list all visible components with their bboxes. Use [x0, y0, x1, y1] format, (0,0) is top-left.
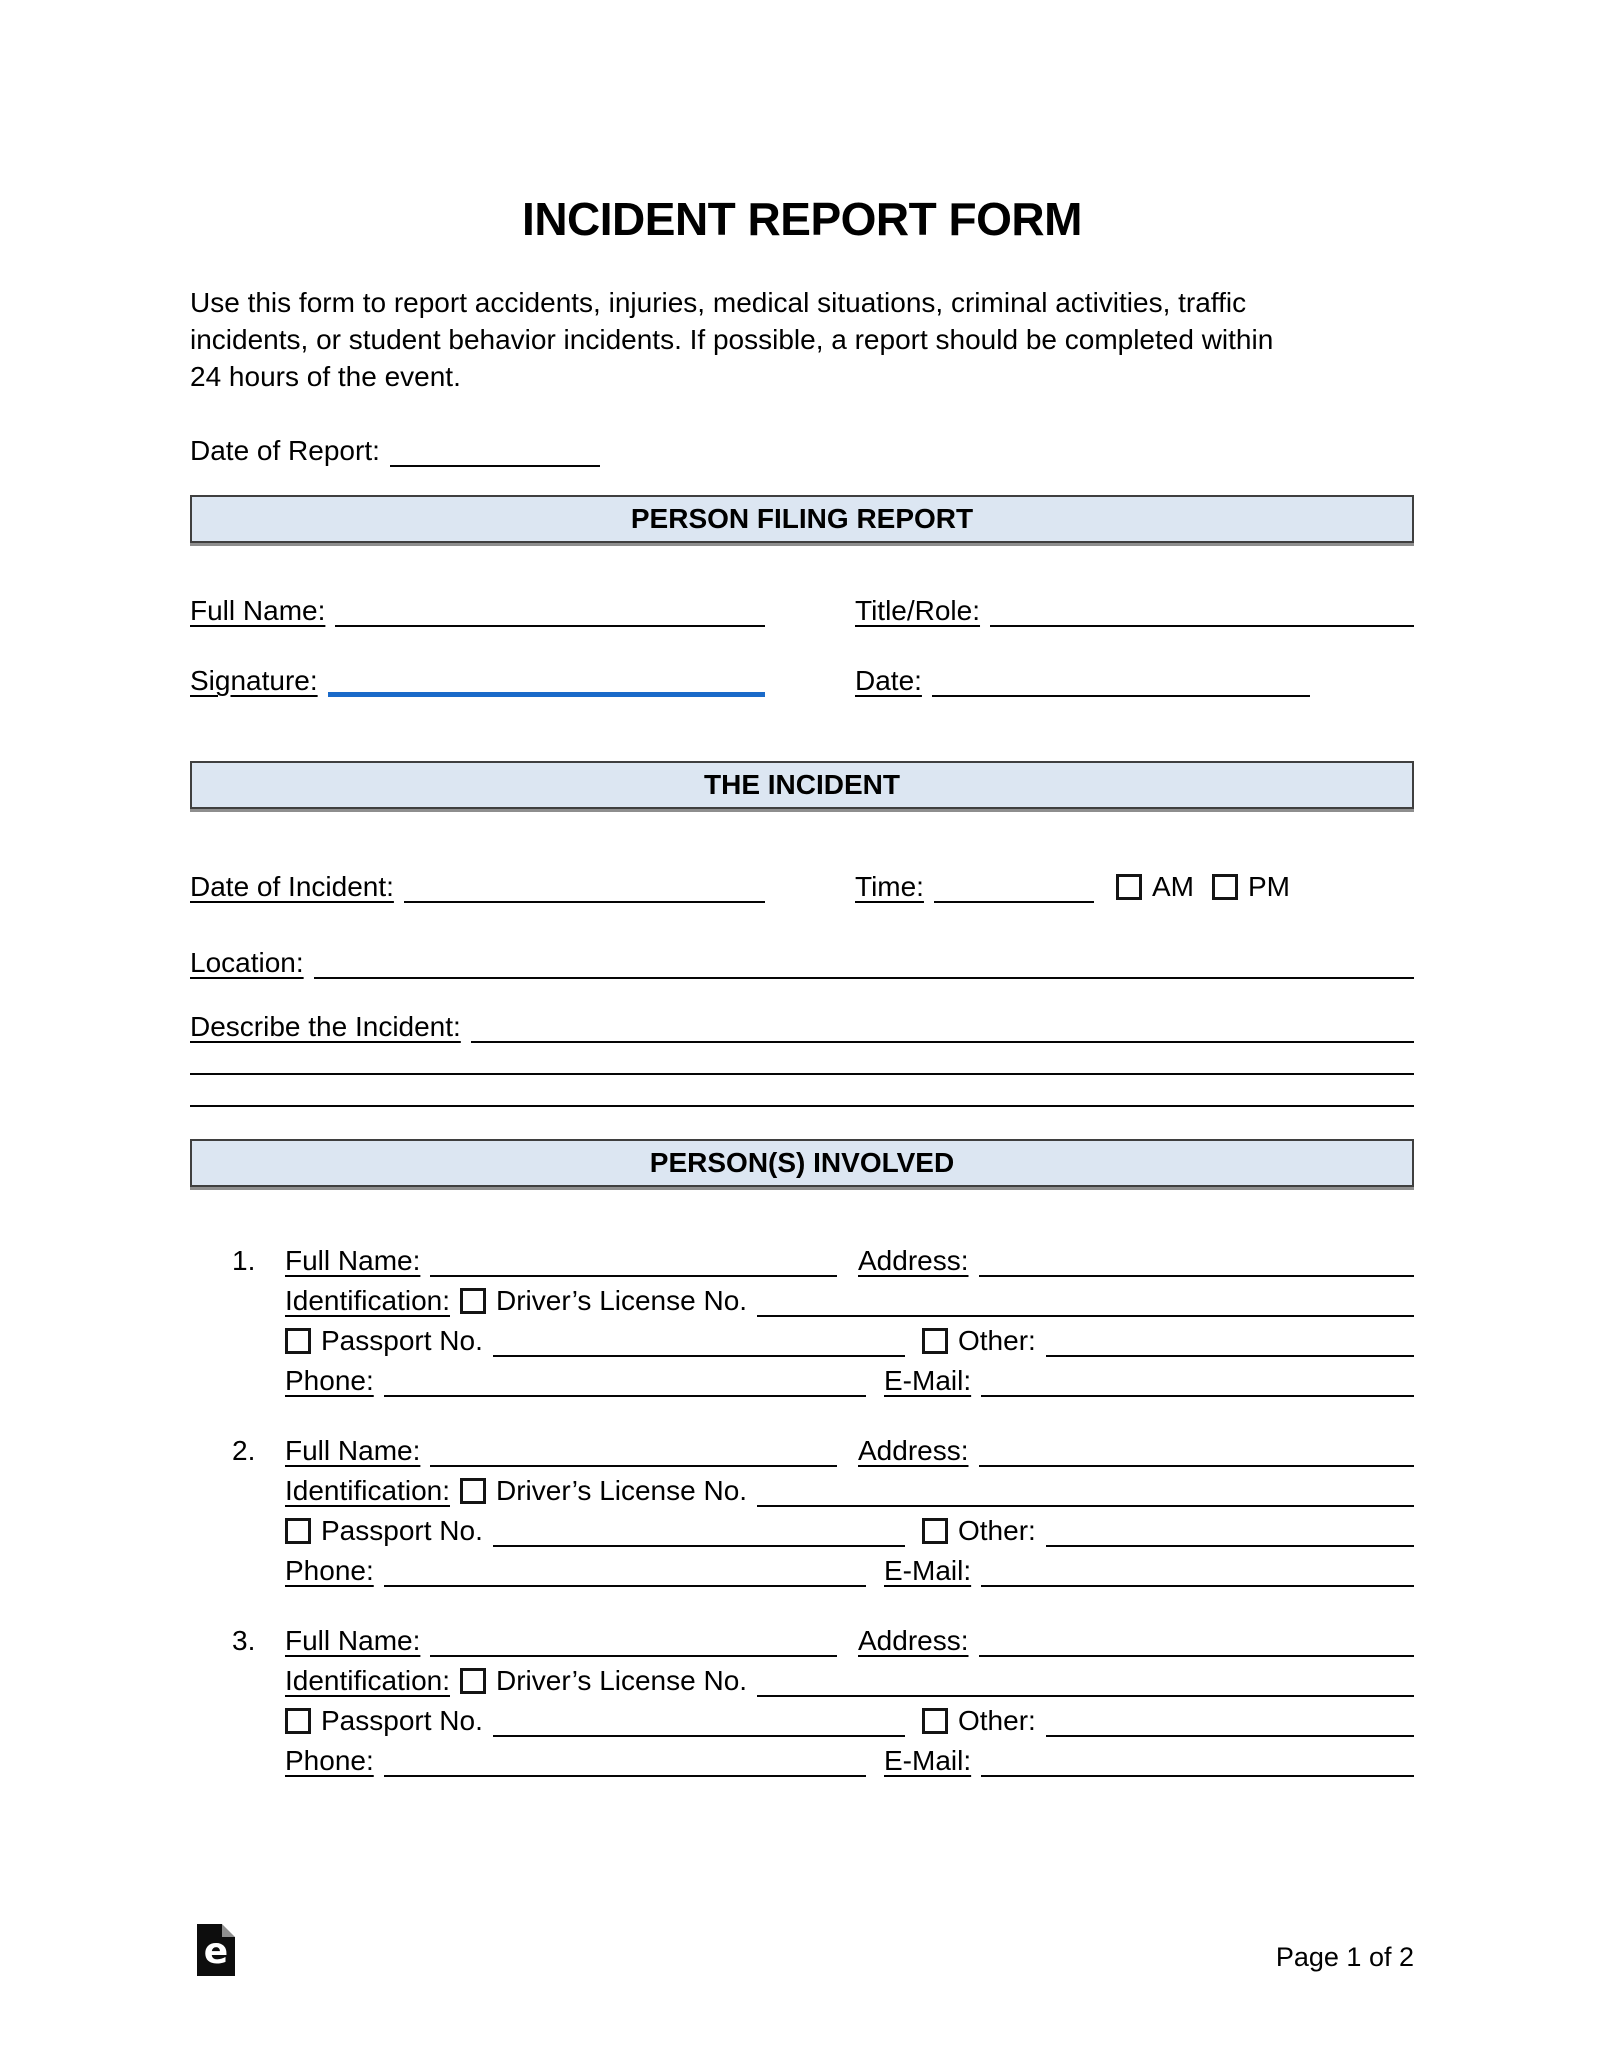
date-of-report-row: [190, 429, 1414, 467]
email-label: E-Mail:: [884, 1555, 972, 1586]
person-number: 3.: [232, 1625, 256, 1656]
person-number: 2.: [232, 1435, 256, 1466]
person-address-line[interactable]: [979, 1435, 1415, 1467]
person-filing-row-2: [190, 659, 1414, 697]
person-phone-email-row: [285, 1737, 1414, 1777]
describe-incident-line-2[interactable]: [190, 1043, 1414, 1075]
other-checkbox[interactable]: [922, 1328, 948, 1354]
describe-incident-line-3[interactable]: [190, 1075, 1414, 1107]
person-name-address-row: [285, 1237, 1414, 1277]
person-filing-row-1: [190, 589, 1414, 627]
section-header-text: PERSON(S) INVOLVED: [649, 1147, 955, 1178]
pm-checkbox[interactable]: [1212, 874, 1238, 900]
identification-label: Identification:: [285, 1285, 450, 1316]
full-name-label: Full Name:: [190, 595, 326, 626]
phone-label: Phone:: [285, 1365, 374, 1396]
section-header-text: THE INCIDENT: [704, 769, 900, 800]
person-phone-email-row: [285, 1357, 1414, 1397]
drivers-license-number-line[interactable]: [757, 1665, 1414, 1697]
intro-line: incidents, or student behavior incidents. If possible, a report should be completed within: [190, 324, 1274, 355]
identification-label: Identification:: [285, 1665, 450, 1696]
email-label: E-Mail:: [884, 1745, 972, 1776]
person-involved-item: [190, 1237, 1414, 1397]
drivers-license-label: Driver’s License No.: [496, 1475, 748, 1506]
date-of-report-label: Date of Report:: [190, 435, 380, 466]
am-label: AM: [1151, 871, 1194, 902]
intro-paragraph: [190, 284, 1414, 395]
section-header-person-filing: [190, 495, 1414, 543]
person-identification-row: [285, 1277, 1414, 1317]
email-line[interactable]: [981, 1745, 1414, 1777]
person-full-name-line[interactable]: [430, 1435, 837, 1467]
person-passport-other-row: [285, 1507, 1414, 1547]
other-label: Other:: [958, 1515, 1036, 1546]
full-name-label: Full Name:: [285, 1245, 421, 1276]
address-label: Address:: [858, 1245, 969, 1276]
person-address-line[interactable]: [979, 1245, 1415, 1277]
person-name-address-row: [285, 1617, 1414, 1657]
phone-label: Phone:: [285, 1555, 374, 1586]
passport-checkbox[interactable]: [285, 1328, 311, 1354]
location-label: Location:: [190, 947, 304, 978]
person-number: 1.: [232, 1245, 256, 1276]
date-line[interactable]: [932, 665, 1310, 697]
full-name-line[interactable]: [335, 595, 765, 627]
date-label: Date:: [855, 665, 922, 696]
describe-incident-label: Describe the Incident:: [190, 1011, 461, 1042]
describe-incident-line-1[interactable]: [471, 1011, 1414, 1043]
full-name-label: Full Name:: [285, 1625, 421, 1656]
section-header-text: PERSON FILING REPORT: [630, 503, 974, 534]
signature-label: Signature:: [190, 665, 318, 696]
time-label: Time:: [855, 871, 924, 902]
passport-checkbox[interactable]: [285, 1708, 311, 1734]
person-full-name-line[interactable]: [430, 1625, 837, 1657]
title-role-label: Title/Role:: [855, 595, 981, 626]
passport-label: Passport No.: [321, 1705, 483, 1736]
am-checkbox[interactable]: [1116, 874, 1142, 900]
email-label: E-Mail:: [884, 1365, 972, 1396]
person-name-address-row: [285, 1427, 1414, 1467]
address-label: Address:: [858, 1435, 969, 1466]
phone-label: Phone:: [285, 1745, 374, 1776]
other-label: Other:: [958, 1705, 1036, 1736]
title-role-line[interactable]: [990, 595, 1414, 627]
intro-line: Use this form to report accidents, injuries, medical situations, criminal activities, traffic: [190, 287, 1247, 318]
page-content: [190, 0, 1414, 1777]
person-involved-item: [190, 1617, 1414, 1777]
passport-number-line[interactable]: [493, 1325, 905, 1357]
drivers-license-checkbox[interactable]: [460, 1668, 486, 1694]
phone-line[interactable]: [384, 1365, 866, 1397]
section-header-incident: [190, 761, 1414, 809]
person-phone-email-row: [285, 1547, 1414, 1587]
intro-line: 24 hours of the event.: [190, 361, 461, 392]
person-passport-other-row: [285, 1697, 1414, 1737]
other-label: Other:: [958, 1325, 1036, 1356]
passport-checkbox[interactable]: [285, 1518, 311, 1544]
other-line[interactable]: [1046, 1705, 1414, 1737]
passport-number-line[interactable]: [493, 1515, 905, 1547]
drivers-license-label: Driver’s License No.: [496, 1665, 748, 1696]
passport-label: Passport No.: [321, 1515, 483, 1546]
other-line[interactable]: [1046, 1515, 1414, 1547]
email-line[interactable]: [981, 1365, 1414, 1397]
other-checkbox[interactable]: [922, 1518, 948, 1544]
drivers-license-checkbox[interactable]: [460, 1288, 486, 1314]
time-line[interactable]: [934, 871, 1094, 903]
drivers-license-checkbox[interactable]: [460, 1478, 486, 1504]
person-full-name-line[interactable]: [430, 1245, 837, 1277]
date-of-incident-label: Date of Incident:: [190, 871, 394, 902]
other-checkbox[interactable]: [922, 1708, 948, 1734]
page-title: INCIDENT REPORT FORM: [522, 193, 1082, 245]
date-of-report-line[interactable]: [390, 435, 600, 467]
passport-number-line[interactable]: [493, 1705, 905, 1737]
person-identification-row: [285, 1657, 1414, 1697]
pm-label: PM: [1247, 871, 1290, 902]
logo-letter: e: [203, 1931, 229, 1972]
person-identification-row: [285, 1467, 1414, 1507]
identification-label: Identification:: [285, 1475, 450, 1506]
logo-fold-corner: [222, 1924, 235, 1937]
drivers-license-number-line[interactable]: [757, 1475, 1414, 1507]
location-line[interactable]: [314, 947, 1414, 979]
date-of-incident-line[interactable]: [404, 871, 765, 903]
page-number: Page 1 of 2: [1275, 1942, 1414, 1972]
incident-date-time-row: [190, 865, 1414, 903]
email-line[interactable]: [981, 1555, 1414, 1587]
address-label: Address:: [858, 1625, 969, 1656]
phone-line[interactable]: [384, 1745, 866, 1777]
drivers-license-number-line[interactable]: [757, 1285, 1414, 1317]
other-line[interactable]: [1046, 1325, 1414, 1357]
section-header-persons-involved: [190, 1139, 1414, 1187]
describe-incident-row: [190, 1005, 1414, 1043]
person-address-line[interactable]: [979, 1625, 1415, 1657]
full-name-label: Full Name:: [285, 1435, 421, 1466]
person-involved-item: [190, 1427, 1414, 1587]
person-passport-other-row: [285, 1317, 1414, 1357]
eforms-logo-icon: [197, 1924, 235, 1976]
passport-label: Passport No.: [321, 1325, 483, 1356]
signature-field-line[interactable]: [328, 662, 765, 697]
drivers-license-label: Driver’s License No.: [496, 1285, 748, 1316]
location-row: [190, 941, 1414, 979]
phone-line[interactable]: [384, 1555, 866, 1587]
